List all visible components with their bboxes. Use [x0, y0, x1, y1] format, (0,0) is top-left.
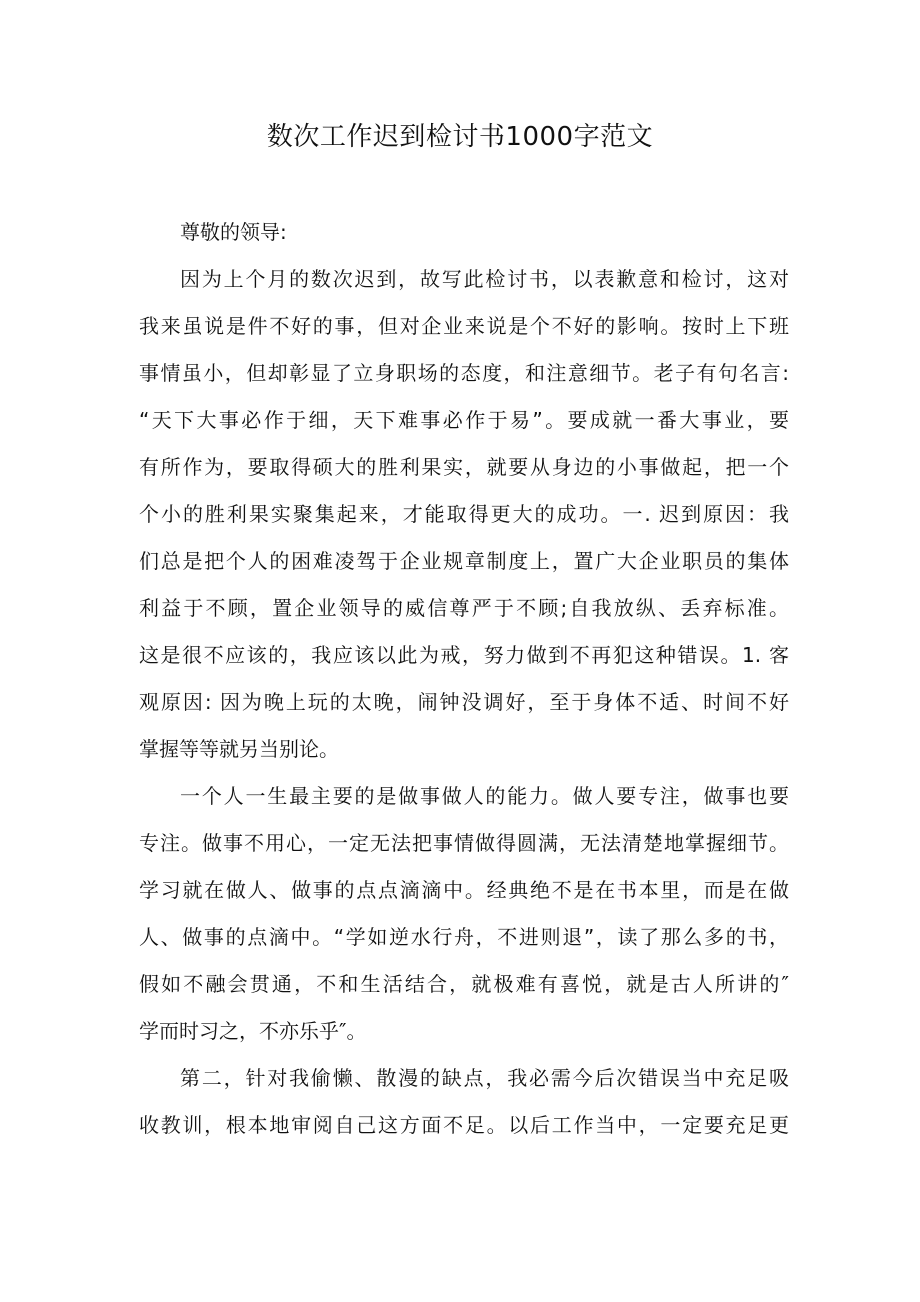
paragraph-3-line-2: 收教训，根本地审阅自己这方面不足。以后工作当中，一定要充足更	[139, 1113, 789, 1137]
paragraph-1-line-2: 我来虽说是件不好的事，但对企业来说是个不好的影响。按时上下班	[139, 314, 789, 338]
paragraph-2-line-3: 学习就在做人、做事的点点滴滴中。经典绝不是在书本里，而是在做	[139, 878, 789, 902]
paragraph-1-line-9: 这是很不应该的，我应该以此为戒，努力做到不再犯这种错误。1. 客	[139, 643, 789, 667]
paragraph-1-line-8: 利益于不顾，置企业领导的威信尊严于不顾;自我放纵、丢弃标准。	[139, 596, 789, 620]
paragraph-1-line-7: 们总是把个人的困难凌驾于企业规章制度上，置广大企业职员的集体	[139, 549, 789, 573]
paragraph-1-line-11: 掌握等等就另当别论。	[139, 737, 339, 761]
paragraph-2-line-5: 假如不融会贯通，不和生活结合，就极难有喜悦，就是古人所讲的″	[139, 972, 789, 996]
paragraph-3-line-1: 第二，针对我偷懒、散漫的缺点，我必需今后次错误当中充足吸	[180, 1066, 789, 1090]
paragraph-1-line-4: “天下大事必作于细，天下难事必作于易”。要成就一番大事业，要	[139, 408, 789, 432]
document-body	[139, 209, 789, 1149]
paragraph-2-line-6: 学而时习之，不亦乐乎″。	[139, 1019, 367, 1043]
paragraph-1-line-10: 观原因: 因为晚上玩的太晚，闹钟没调好，至于身体不适、时间不好	[139, 690, 789, 714]
greeting-line: 尊敬的领导:	[180, 220, 287, 244]
document-title: 数次工作迟到检讨书1000字范文	[266, 122, 654, 152]
paragraph-1-line-3: 事情虽小，但却彰显了立身职场的态度，和注意细节。老子有句名言:	[139, 361, 789, 385]
paragraph-1-line-5: 有所作为，要取得硕大的胜利果实，就要从身边的小事做起，把一个	[139, 455, 789, 479]
paragraph-2-line-4: 人、做事的点滴中。“学如逆水行舟，不进则退”，读了那么多的书，	[139, 925, 789, 949]
paragraph-1-line-1: 因为上个月的数次迟到，故写此检讨书，以表歉意和检讨，这对	[180, 267, 789, 291]
paragraph-2-line-2: 专注。做事不用心，一定无法把事情做得圆满，无法清楚地掌握细节。	[139, 831, 789, 855]
paragraph-2-line-1: 一个人一生最主要的是做事做人的能力。做人要专注，做事也要	[180, 784, 789, 808]
paragraph-1-line-6: 个小的胜利果实聚集起来，才能取得更大的成功。一. 迟到原因：我	[139, 502, 789, 526]
